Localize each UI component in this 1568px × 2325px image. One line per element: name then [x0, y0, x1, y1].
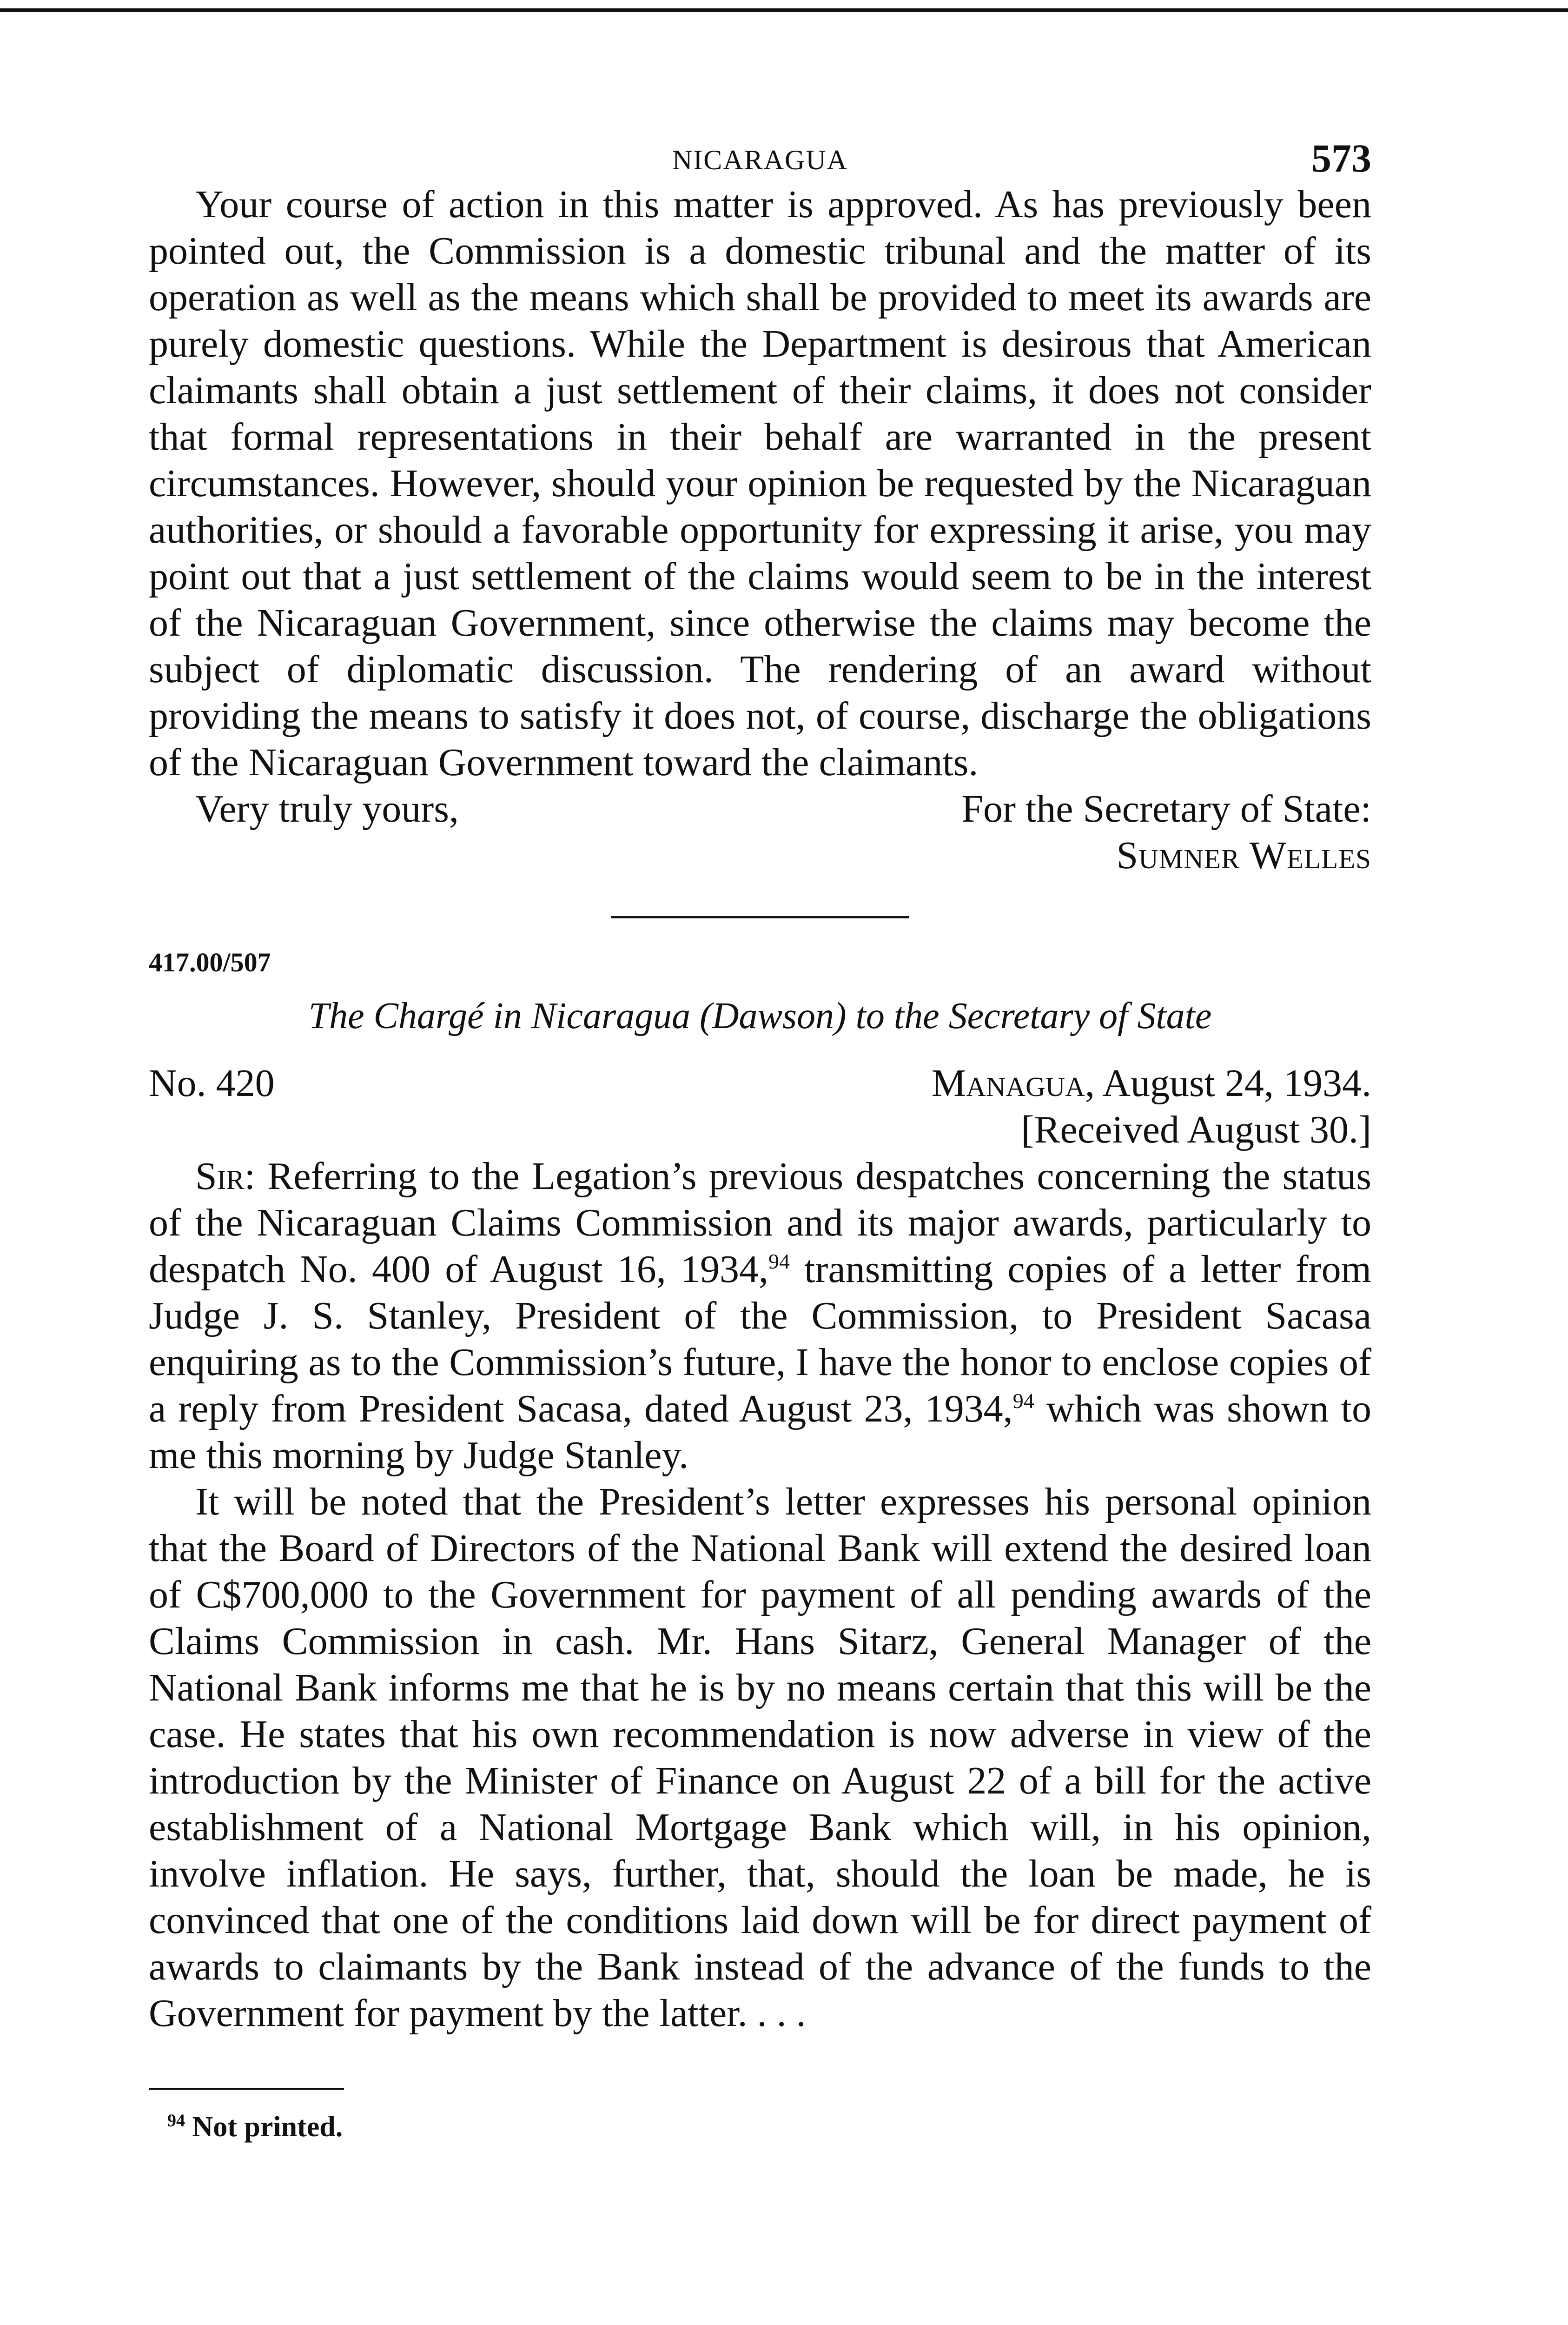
footnote-divider	[149, 2088, 344, 2090]
paragraph-1-part-b: transmitting copies of a letter from Judge J. S. Stanley, President of the Commission, to President Sacasa enquiring as to the Commission’s future, I have the honor to enclose copies of a reply from President Sacasa, dated August 23, 1934,	[149, 1248, 1371, 1430]
document-page	[149, 126, 1371, 2146]
running-head: NICARAGUA	[672, 145, 848, 175]
dateline	[932, 1060, 1371, 1107]
section-divider	[611, 916, 909, 918]
footnote-ref: 94	[768, 1249, 790, 1273]
top-border-rule	[0, 8, 1568, 12]
paragraph-2: It will be noted that the President’s letter expresses his personal opinion that the Board of Directors of the National Bank will extend the desired loan of C$700,000 to the Government for payment of all pending awards of the Claims Commission in cash. Mr. Hans Sitarz, General Manager of the National Bank informs me that he is by no means certain that this will be the case. He states that his own recommendation is now adverse in view of the introduction by the Minister of Finance on August 22 of a bill for the active establishment of a National Mortgage Bank which will, in his opinion, involve inflation. He says, further, that, should the loan be made, he is convinced that one of the conditions laid down will be for direct payment of awards to claimants by the Bank instead of the advance of the funds to the Government for payment by the latter. . . .	[149, 1480, 1371, 2035]
despatch-number: No. 420	[149, 1062, 275, 1105]
footnote	[149, 2108, 1371, 2146]
closing-row	[149, 786, 1371, 832]
dateline-place: Managua	[931, 1062, 1085, 1105]
paragraph-1-part-a: : Referring to the Legation’s previous despatches concerning the status of the Nicaraguan Claims Commission and its major awards, particularly to despatch No. 400 of August 16, 1934,	[149, 1155, 1371, 1291]
for-secretary-line: For the Secretary of State:	[961, 787, 1371, 830]
letter-body: Your course of action in this matter is approved. As has previously been pointed out, the Commission is a domestic tribunal and the matter of its operation as well as the means which shall be provided to meet its awards are purely domestic questions. While the Department is desirous that American claimants shall obtain a just settlement of their claims, it does not consider that formal representations in their behalf are warranted in the present circumstances. However, should your opinion be requested by the Nicaraguan authorities, or should a favorable opportunity for expressing it arise, you may point out that a just settlement of the claims would seem to be in the interest of the Nicaraguan Government, since otherwise the claims may become the subject of diplomatic discussion. The rendering of an award without providing the means to satisfy it does not, of course, discharge the obligations of the Nicaraguan Government toward the claimants.	[149, 183, 1371, 784]
dateline-row	[149, 1060, 1371, 1107]
document-title: The Chargé in Nicaragua (Dawson) to the Secretary of State	[308, 996, 1212, 1036]
closing-phrase: Very truly yours,	[195, 787, 459, 830]
file-number: 417.00/507	[149, 947, 271, 977]
page-header	[149, 126, 1371, 181]
footnote-text: Not printed.	[185, 2111, 343, 2143]
dateline-date: , August 24, 1934.	[1085, 1062, 1371, 1105]
received-date: [Received August 30.]	[1021, 1108, 1371, 1151]
paragraph-1	[149, 1153, 1371, 1479]
signer-name: Sumner Welles	[1116, 834, 1371, 877]
footnote-marker: 94	[167, 2111, 185, 2131]
footnote-ref: 94	[1012, 1389, 1034, 1413]
salutation: Sir	[195, 1155, 245, 1198]
page-number: 573	[1311, 136, 1371, 180]
paragraph-1-part-c: which was shown to me this morning by Judge Stanley.	[149, 1387, 1371, 1477]
